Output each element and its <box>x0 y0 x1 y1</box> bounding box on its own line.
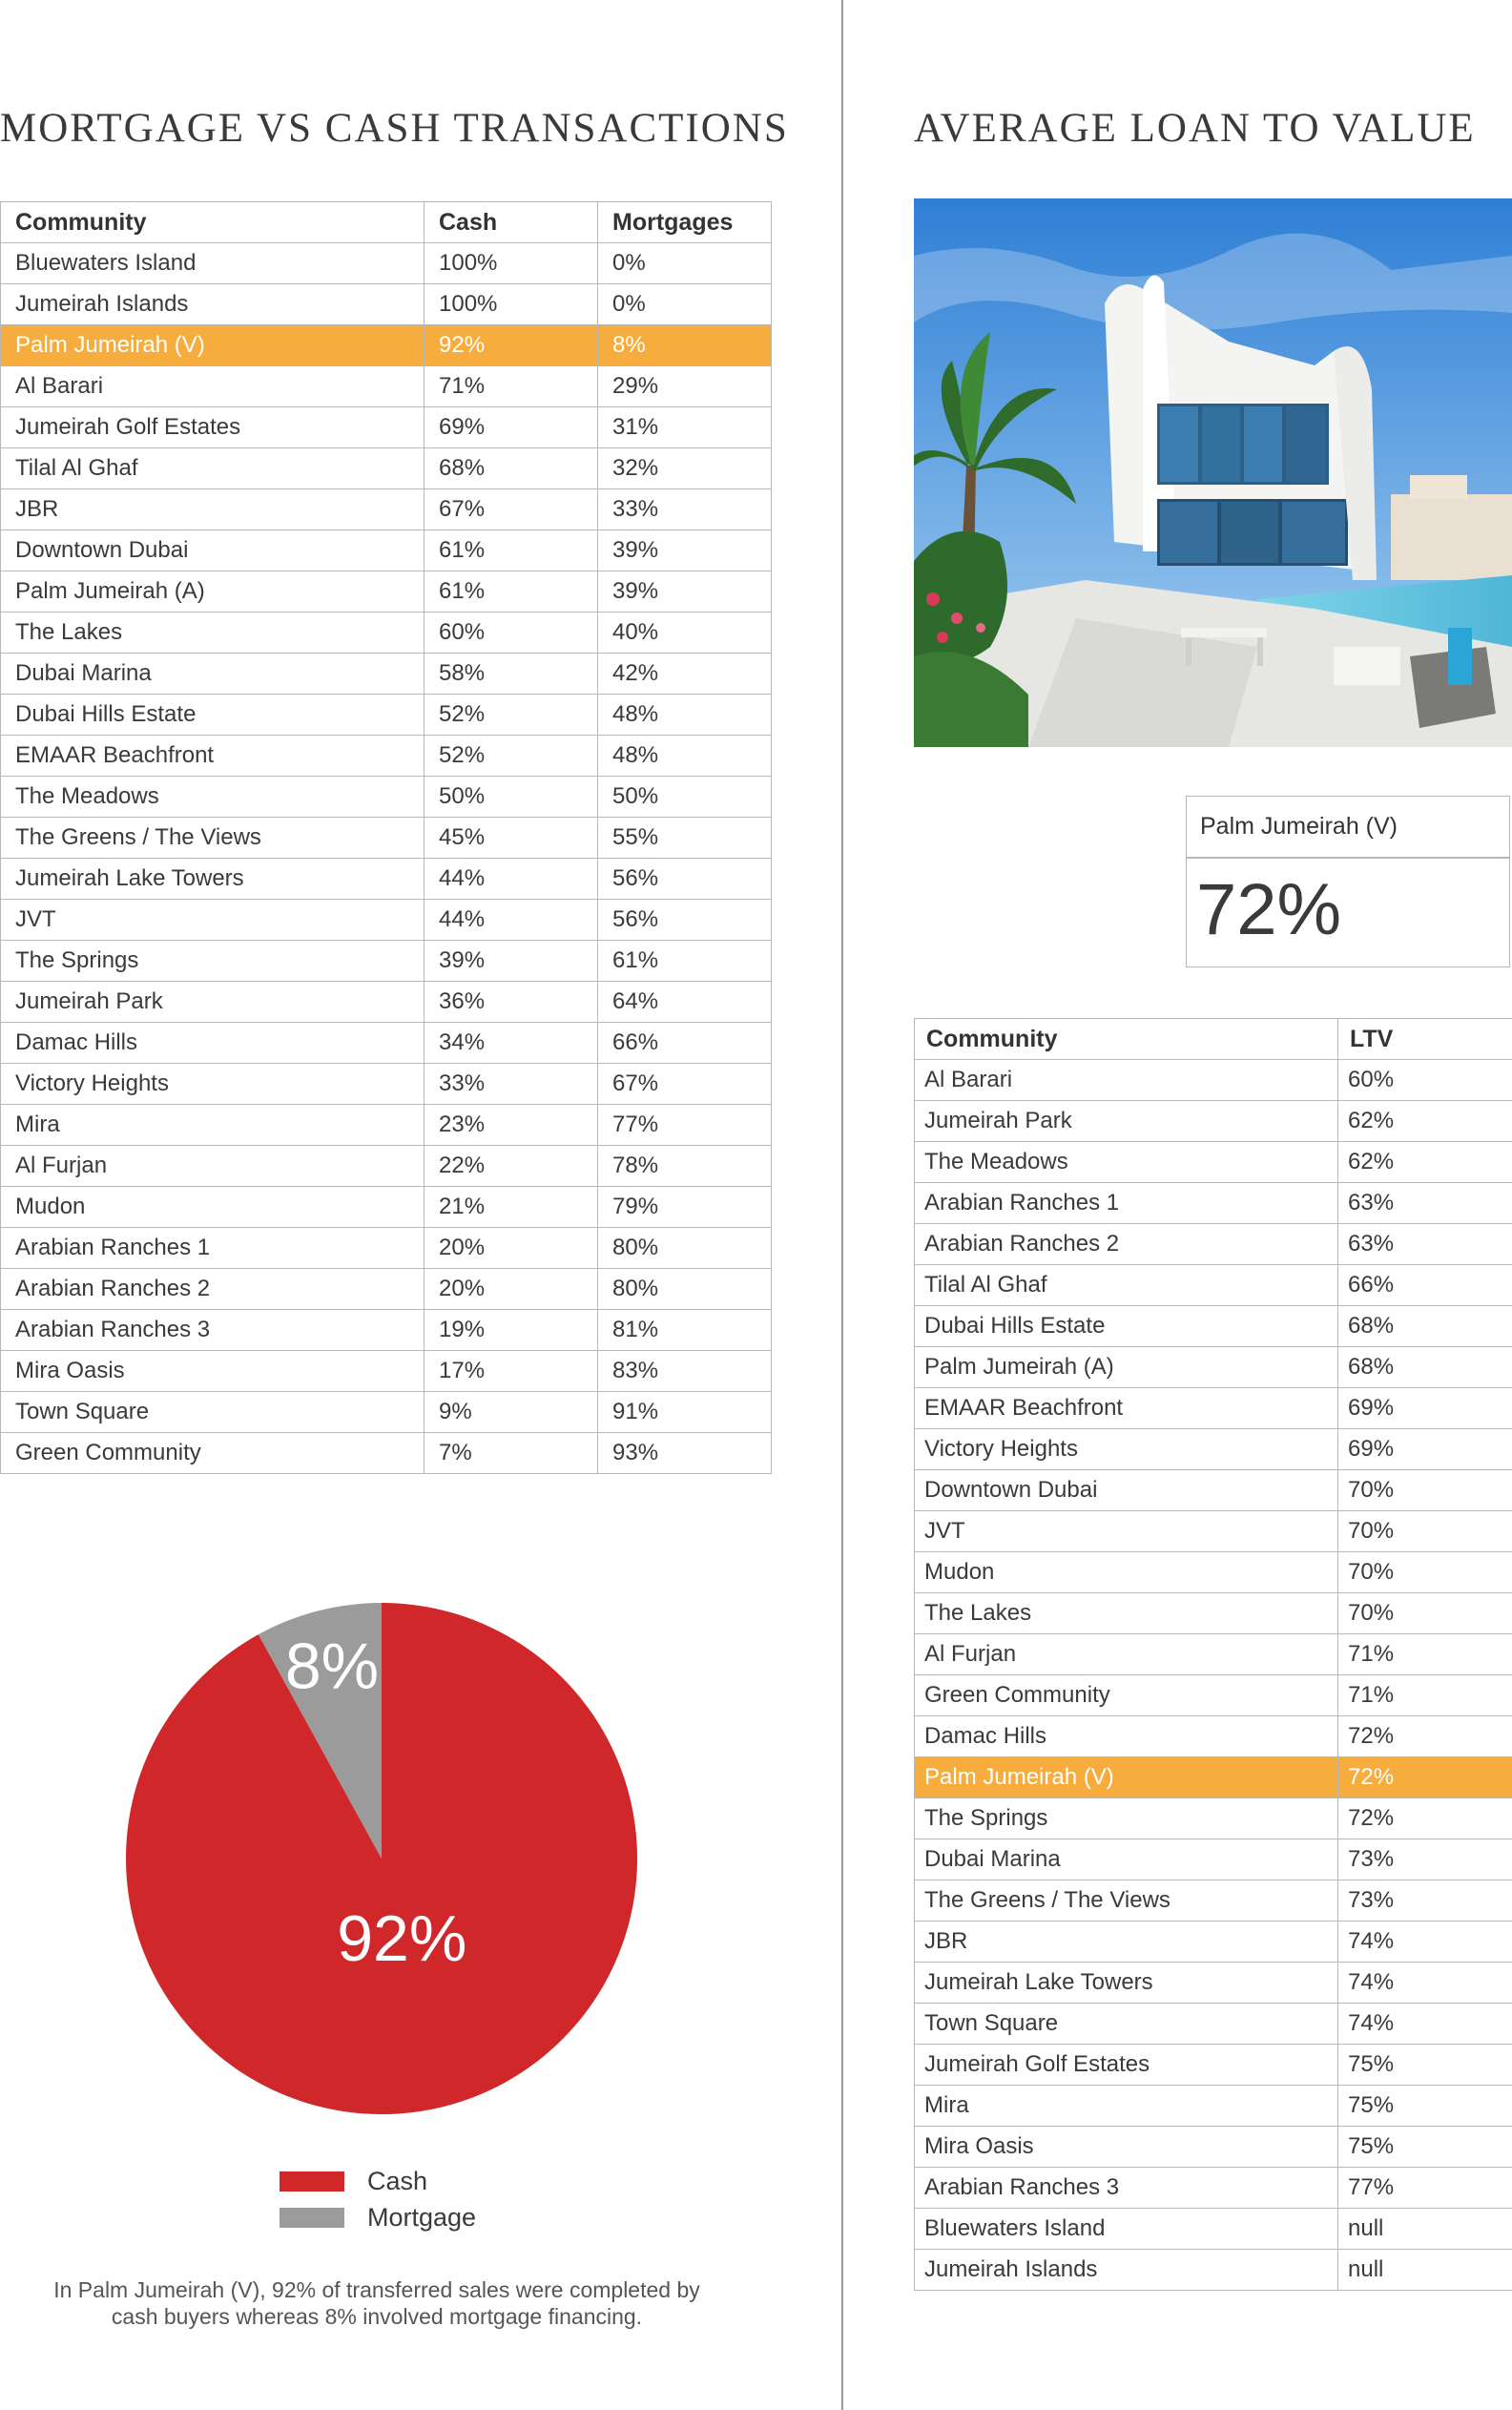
table-row <box>1 1351 772 1392</box>
cell-community: Mira <box>915 2086 1338 2127</box>
cell-value: 52% <box>425 695 598 736</box>
cell-value: 17% <box>425 1351 598 1392</box>
table-row <box>1 695 772 736</box>
cell-community: Damac Hills <box>915 1716 1338 1757</box>
cell-value: 60% <box>1338 1060 1512 1101</box>
cell-value: 36% <box>425 982 598 1023</box>
cell-value: 48% <box>598 695 772 736</box>
table-row <box>915 1839 1512 1880</box>
cell-community: JBR <box>1 489 425 530</box>
table-row <box>915 1634 1512 1675</box>
cell-community: Mira Oasis <box>915 2127 1338 2168</box>
cell-value: 72% <box>1338 1757 1512 1798</box>
cell-value: 93% <box>598 1433 772 1474</box>
cell-value: 42% <box>598 654 772 695</box>
cell-value: 32% <box>598 448 772 489</box>
cell-value: 68% <box>1338 1347 1512 1388</box>
cell-value: 100% <box>425 243 598 284</box>
table-row <box>1 1105 772 1146</box>
cell-community: Victory Heights <box>915 1429 1338 1470</box>
cell-value: 72% <box>1338 1798 1512 1839</box>
cash-mortgage-pie-chart <box>114 1591 649 2126</box>
table-row <box>1 325 772 366</box>
cell-value: 61% <box>425 571 598 613</box>
cell-value: 74% <box>1338 1963 1512 2004</box>
cell-value: 68% <box>425 448 598 489</box>
cell-value: 80% <box>598 1228 772 1269</box>
cell-community: JVT <box>915 1511 1338 1552</box>
kpi-card <box>1186 796 1510 967</box>
cell-value: 9% <box>425 1392 598 1433</box>
cell-value: 0% <box>598 284 772 325</box>
cell-community: Palm Jumeirah (A) <box>1 571 425 613</box>
cash-mortgage-table <box>0 201 772 1474</box>
table-row <box>1 571 772 613</box>
table-row <box>915 1511 1512 1552</box>
cell-value: 20% <box>425 1228 598 1269</box>
table-row <box>1 1228 772 1269</box>
cell-community: Town Square <box>1 1392 425 1433</box>
column-divider <box>841 0 843 2410</box>
cell-value: 69% <box>1338 1388 1512 1429</box>
cell-value: 63% <box>1338 1224 1512 1265</box>
table-row <box>1 1023 772 1064</box>
kpi-value: 72% <box>1196 869 1342 950</box>
villa-image <box>914 198 1512 747</box>
cell-value: 68% <box>1338 1306 1512 1347</box>
table-row <box>1 1310 772 1351</box>
cell-value: 70% <box>1338 1552 1512 1593</box>
table-row <box>915 1716 1512 1757</box>
cell-value: 44% <box>425 859 598 900</box>
cell-value: 77% <box>598 1105 772 1146</box>
cell-value: null <box>1338 2209 1512 2250</box>
cell-community: Mudon <box>1 1187 425 1228</box>
cell-community: The Springs <box>915 1798 1338 1839</box>
cell-value: 8% <box>598 325 772 366</box>
cell-value: 91% <box>598 1392 772 1433</box>
kpi-divider <box>1187 857 1509 859</box>
table-row <box>915 2168 1512 2209</box>
cell-community: Mira <box>1 1105 425 1146</box>
cell-value: 75% <box>1338 2086 1512 2127</box>
cell-value: 0% <box>598 243 772 284</box>
cell-value: null <box>1338 2250 1512 2291</box>
cell-value: 58% <box>425 654 598 695</box>
cell-value: 69% <box>425 407 598 448</box>
cell-community: Arabian Ranches 2 <box>915 1224 1338 1265</box>
header-cash: Cash <box>425 202 598 243</box>
table-row <box>1 613 772 654</box>
table-row <box>1 859 772 900</box>
table-row <box>1 1146 772 1187</box>
cell-community: Dubai Marina <box>1 654 425 695</box>
cell-community: The Lakes <box>915 1593 1338 1634</box>
table-row <box>915 2086 1512 2127</box>
table-row <box>1 489 772 530</box>
cell-value: 64% <box>598 982 772 1023</box>
cell-value: 83% <box>598 1351 772 1392</box>
cell-community: Bluewaters Island <box>915 2209 1338 2250</box>
pie-caption: In Palm Jumeirah (V), 92% of transferred sales were completed by cash buyers whereas 8% involved mortgage financing. <box>53 2277 700 2329</box>
cell-community: Arabian Ranches 1 <box>1 1228 425 1269</box>
cell-community: Jumeirah Lake Towers <box>1 859 425 900</box>
table-row <box>1 407 772 448</box>
cell-community: Jumeirah Islands <box>915 2250 1338 2291</box>
cell-value: 61% <box>598 941 772 982</box>
cell-community: Arabian Ranches 3 <box>915 2168 1338 2209</box>
cell-community: Palm Jumeirah (V) <box>915 1757 1338 1798</box>
table-row <box>915 1101 1512 1142</box>
table-row <box>1 982 772 1023</box>
cell-community: Tilal Al Ghaf <box>1 448 425 489</box>
pie-label-mortgage: 8% <box>284 1630 380 1703</box>
table-row <box>1 818 772 859</box>
cell-value: 7% <box>425 1433 598 1474</box>
header-community: Community <box>1 202 425 243</box>
cell-value: 39% <box>598 530 772 571</box>
table-row <box>1 243 772 284</box>
table-row <box>915 1347 1512 1388</box>
cell-value: 74% <box>1338 1922 1512 1963</box>
table-row <box>915 1470 1512 1511</box>
table-row <box>1 1392 772 1433</box>
cell-value: 62% <box>1338 1142 1512 1183</box>
cell-value: 77% <box>1338 2168 1512 2209</box>
cell-value: 63% <box>1338 1183 1512 1224</box>
cell-value: 23% <box>425 1105 598 1146</box>
cell-value: 78% <box>598 1146 772 1187</box>
cell-value: 100% <box>425 284 598 325</box>
header-mortgages: Mortgages <box>598 202 772 243</box>
cell-value: 56% <box>598 859 772 900</box>
cell-value: 50% <box>425 777 598 818</box>
table-row <box>915 2127 1512 2168</box>
table-row <box>915 1060 1512 1101</box>
cell-value: 39% <box>425 941 598 982</box>
mortgage-vs-cash-heading: MORTGAGE VS CASH TRANSACTIONS <box>0 106 789 151</box>
cell-value: 22% <box>425 1146 598 1187</box>
cell-value: 72% <box>1338 1716 1512 1757</box>
cell-community: The Meadows <box>915 1142 1338 1183</box>
table-row <box>1 448 772 489</box>
cell-value: 70% <box>1338 1470 1512 1511</box>
cell-value: 29% <box>598 366 772 407</box>
cell-community: Jumeirah Lake Towers <box>915 1963 1338 2004</box>
cell-community: Downtown Dubai <box>1 530 425 571</box>
cell-community: Green Community <box>1 1433 425 1474</box>
cell-value: 70% <box>1338 1593 1512 1634</box>
table-row <box>1 1187 772 1228</box>
cell-community: Palm Jumeirah (V) <box>1 325 425 366</box>
table-row <box>1 1433 772 1474</box>
table-row <box>915 2209 1512 2250</box>
table-row <box>915 1798 1512 1839</box>
cell-value: 74% <box>1338 2004 1512 2045</box>
cell-community: Town Square <box>915 2004 1338 2045</box>
cell-value: 33% <box>425 1064 598 1105</box>
cell-value: 21% <box>425 1187 598 1228</box>
legend-label-mortgage: Mortgage <box>367 2203 477 2232</box>
cell-value: 73% <box>1338 1880 1512 1922</box>
cell-value: 71% <box>425 366 598 407</box>
table-row <box>1 900 772 941</box>
table-row <box>915 1224 1512 1265</box>
cell-community: Dubai Hills Estate <box>915 1306 1338 1347</box>
cell-value: 75% <box>1338 2045 1512 2086</box>
table-row <box>915 1388 1512 1429</box>
table-row <box>1 530 772 571</box>
cell-value: 40% <box>598 613 772 654</box>
table-row <box>915 1265 1512 1306</box>
cell-community: Dubai Marina <box>915 1839 1338 1880</box>
cell-community: Dubai Hills Estate <box>1 695 425 736</box>
table-row <box>915 1675 1512 1716</box>
cell-community: Victory Heights <box>1 1064 425 1105</box>
cell-value: 61% <box>425 530 598 571</box>
cell-community: JVT <box>1 900 425 941</box>
table-row <box>915 1757 1512 1798</box>
cell-value: 62% <box>1338 1101 1512 1142</box>
header-community: Community <box>915 1019 1338 1060</box>
table-row <box>915 1183 1512 1224</box>
table-row <box>915 1880 1512 1922</box>
cell-community: Al Barari <box>915 1060 1338 1101</box>
cell-community: EMAAR Beachfront <box>1 736 425 777</box>
cell-value: 44% <box>425 900 598 941</box>
header-ltv: LTV <box>1338 1019 1512 1060</box>
cell-value: 67% <box>598 1064 772 1105</box>
table-row <box>1 736 772 777</box>
ltv-table <box>914 1018 1512 2291</box>
table-row <box>1 654 772 695</box>
cell-value: 20% <box>425 1269 598 1310</box>
cell-community: Jumeirah Park <box>915 1101 1338 1142</box>
table-row <box>915 1429 1512 1470</box>
cell-community: Jumeirah Park <box>1 982 425 1023</box>
cell-community: The Springs <box>1 941 425 982</box>
cell-value: 71% <box>1338 1634 1512 1675</box>
table-row <box>1 941 772 982</box>
legend-swatch-mortgage <box>280 2208 344 2228</box>
cell-value: 39% <box>598 571 772 613</box>
cell-value: 79% <box>598 1187 772 1228</box>
cell-value: 92% <box>425 325 598 366</box>
cell-value: 67% <box>425 489 598 530</box>
table-row <box>1 284 772 325</box>
cell-value: 45% <box>425 818 598 859</box>
cell-community: The Greens / The Views <box>1 818 425 859</box>
table-row <box>915 1552 1512 1593</box>
cell-value: 69% <box>1338 1429 1512 1470</box>
cell-value: 50% <box>598 777 772 818</box>
cell-value: 52% <box>425 736 598 777</box>
cell-value: 80% <box>598 1269 772 1310</box>
villa-photo <box>914 198 1512 747</box>
cell-value: 33% <box>598 489 772 530</box>
table-row <box>1 1064 772 1105</box>
cell-community: JBR <box>915 1922 1338 1963</box>
table-row <box>1 366 772 407</box>
cell-community: Green Community <box>915 1675 1338 1716</box>
table-header-row <box>915 1019 1512 1060</box>
cell-community: Al Furjan <box>915 1634 1338 1675</box>
cell-community: Tilal Al Ghaf <box>915 1265 1338 1306</box>
cell-value: 56% <box>598 900 772 941</box>
cell-community: The Greens / The Views <box>915 1880 1338 1922</box>
cell-value: 75% <box>1338 2127 1512 2168</box>
cell-value: 71% <box>1338 1675 1512 1716</box>
average-ltv-heading: AVERAGE LOAN TO VALUE <box>914 106 1476 151</box>
table-row <box>915 2045 1512 2086</box>
table-row <box>1 777 772 818</box>
cell-community: Arabian Ranches 1 <box>915 1183 1338 1224</box>
table-row <box>915 1142 1512 1183</box>
cell-community: Arabian Ranches 3 <box>1 1310 425 1351</box>
cell-value: 70% <box>1338 1511 1512 1552</box>
cell-community: The Meadows <box>1 777 425 818</box>
table-row <box>915 1963 1512 2004</box>
cell-community: Downtown Dubai <box>915 1470 1338 1511</box>
cell-community: Jumeirah Islands <box>1 284 425 325</box>
cell-value: 66% <box>1338 1265 1512 1306</box>
cell-community: Mudon <box>915 1552 1338 1593</box>
cell-community: The Lakes <box>1 613 425 654</box>
cell-value: 34% <box>425 1023 598 1064</box>
kpi-label: Palm Jumeirah (V) <box>1200 813 1398 840</box>
cell-value: 31% <box>598 407 772 448</box>
legend-swatch-cash <box>280 2171 344 2192</box>
cell-value: 81% <box>598 1310 772 1351</box>
cell-value: 55% <box>598 818 772 859</box>
cell-value: 60% <box>425 613 598 654</box>
cell-community: Palm Jumeirah (A) <box>915 1347 1338 1388</box>
table-row <box>915 1922 1512 1963</box>
cell-community: Jumeirah Golf Estates <box>1 407 425 448</box>
table-row <box>915 2250 1512 2291</box>
cell-community: Arabian Ranches 2 <box>1 1269 425 1310</box>
table-row <box>1 1269 772 1310</box>
cell-community: EMAAR Beachfront <box>915 1388 1338 1429</box>
pie-label-cash: 92% <box>337 1902 467 1976</box>
cell-value: 66% <box>598 1023 772 1064</box>
legend-label-cash: Cash <box>367 2167 428 2195</box>
cell-community: Al Furjan <box>1 1146 425 1187</box>
table-header-row <box>1 202 772 243</box>
cell-community: Bluewaters Island <box>1 243 425 284</box>
cell-community: Mira Oasis <box>1 1351 425 1392</box>
cell-community: Damac Hills <box>1 1023 425 1064</box>
table-row <box>915 1593 1512 1634</box>
table-row <box>915 1306 1512 1347</box>
cell-community: Al Barari <box>1 366 425 407</box>
table-row <box>915 2004 1512 2045</box>
cell-community: Jumeirah Golf Estates <box>915 2045 1338 2086</box>
cell-value: 48% <box>598 736 772 777</box>
cell-value: 73% <box>1338 1839 1512 1880</box>
cell-value: 19% <box>425 1310 598 1351</box>
pie-slice-cash <box>126 1603 637 2114</box>
